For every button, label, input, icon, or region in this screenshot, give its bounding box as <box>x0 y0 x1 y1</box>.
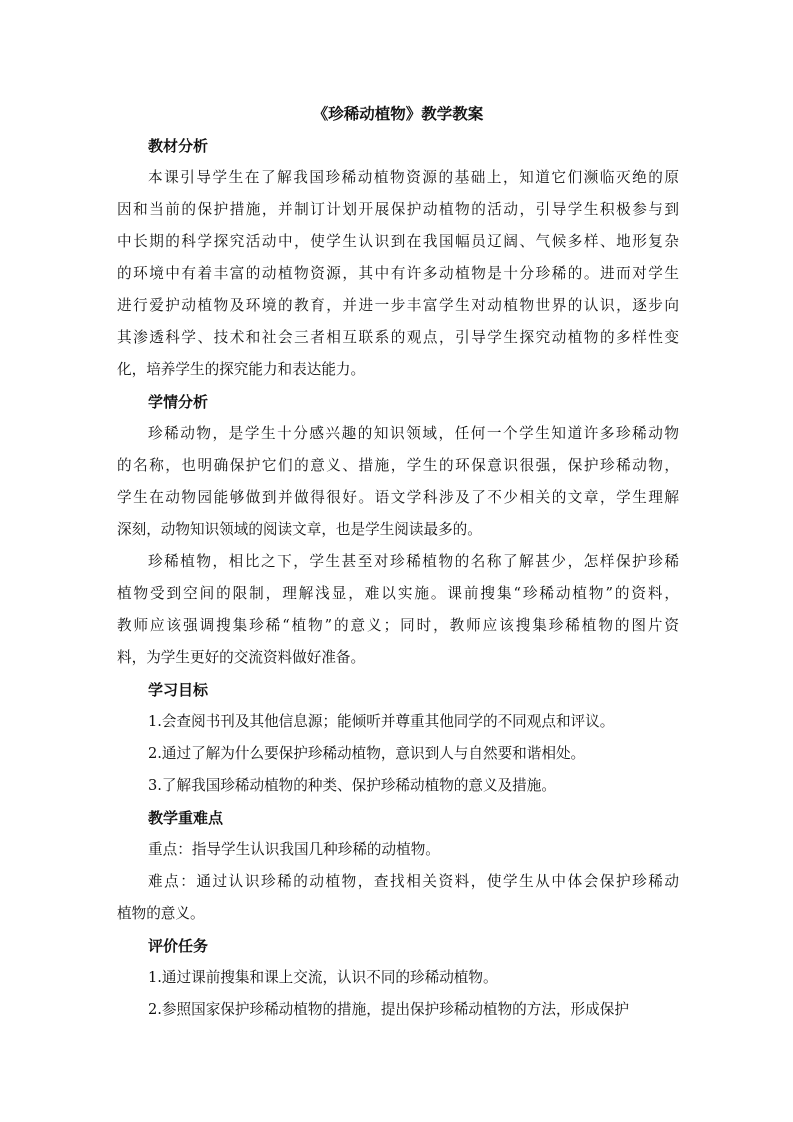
paragraph-learner-analysis-animals <box>117 418 679 546</box>
text-line: 进行爱护动植物及环境的教育，并进一步丰富学生对动植物世界的认识，逐步向 <box>117 297 679 314</box>
text-line: 料，为学生更好的交流资料做好准备。 <box>117 649 366 666</box>
document-title: 《珍稀动植物》教学教案 <box>312 105 484 123</box>
section-heading-textbook-analysis: 教材分析 <box>148 137 209 155</box>
text-line: 本课引导学生在了解我国珍稀动植物资源的基础上，知道它们濒临灭绝的原 <box>148 169 679 186</box>
text-line: 珍稀动物，是学生十分感兴趣的知识领域，任何一个学生知道许多珍稀动物 <box>148 425 679 442</box>
text-line: 珍稀植物，相比之下，学生甚至对珍稀植物的名称了解甚少，怎样保护珍稀 <box>148 553 679 570</box>
paragraph-textbook-analysis <box>117 162 679 386</box>
document-content <box>117 98 679 1026</box>
text-line: 中长期的科学探究活动中，使学生认识到在我国幅员辽阔、气候多样、地形复杂 <box>117 233 679 250</box>
text-line: 因和当前的保护措施，并制订计划开展保护动植物的活动，引导学生积极参与到 <box>117 201 679 218</box>
text-line: 化，培养学生的探究能力和表达能力。 <box>117 361 366 378</box>
text-line: 植物受到空间的限制，理解浅显，难以实施。课前搜集“珍稀动植物”的资料， <box>117 585 679 602</box>
text-line: 植物的意义。 <box>117 905 205 922</box>
section-heading-learner-analysis: 学情分析 <box>148 393 209 411</box>
list-item: 重点：指导学生认识我国几种珍稀的动植物。 <box>148 841 440 858</box>
section-heading-learning-objectives: 学习目标 <box>148 681 209 699</box>
paragraph-difficult-point <box>117 866 679 930</box>
list-item: 3.了解我国珍稀动植物的种类、保护珍稀动植物的意义及措施。 <box>148 777 556 794</box>
text-line: 教师应该强调搜集珍稀“植物”的意义；同时，教师应该搜集珍稀植物的图片资 <box>117 617 679 634</box>
text-line: 学生在动物园能够做到并做得很好。语文学科涉及了不少相关的文章，学生理解 <box>117 489 679 506</box>
text-line: 的环境中有着丰富的动植物资源，其中有许多动植物是十分珍稀的。进而对学生 <box>117 265 679 282</box>
section-heading-evaluation-tasks: 评价任务 <box>148 937 209 955</box>
list-item: 1.通过课前搜集和课上交流，认识不同的珍稀动植物。 <box>148 969 498 986</box>
text-line: 难点：通过认识珍稀的动植物，查找相关资料，使学生从中体会保护珍稀动 <box>148 873 679 890</box>
text-line: 深刻，动物知识领域的阅读文章，也是学生阅读最多的。 <box>117 521 482 538</box>
section-heading-key-difficult-points: 教学重难点 <box>148 809 224 827</box>
text-line: 的名称，也明确保护它们的意义、措施，学生的环保意识很强，保护珍稀动物， <box>117 457 679 474</box>
list-item: 2.参照国家保护珍稀动植物的措施，提出保护珍稀动植物的方法，形成保护 <box>148 1001 629 1018</box>
paragraph-learner-analysis-plants <box>117 546 679 674</box>
list-item: 1.会查阅书刊及其他信息源；能倾听并尊重其他同学的不同观点和评议。 <box>148 713 615 730</box>
text-line: 其渗透科学、技术和社会三者相互联系的观点，引导学生探究动植物的多样性变 <box>117 329 679 346</box>
list-item: 2.通过了解为什么要保护珍稀动植物，意识到人与自然要和谐相处。 <box>148 745 586 762</box>
